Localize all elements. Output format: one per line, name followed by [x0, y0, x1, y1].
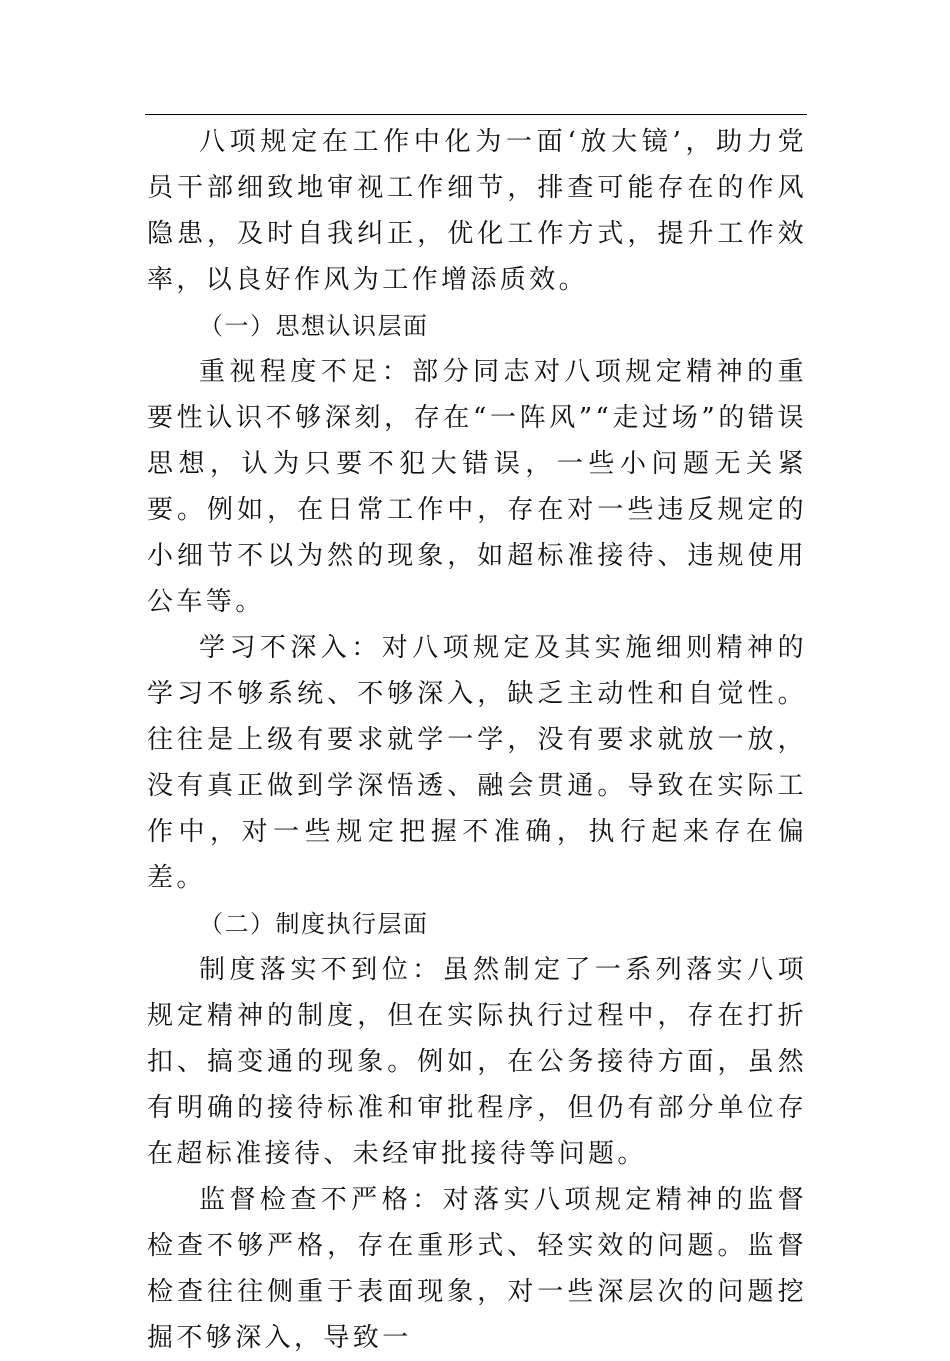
document-body: [147, 119, 807, 1361]
section-heading-thinking: （一）思想认识层面: [199, 312, 429, 340]
paragraph-supervision: 监督检查不严格：对落实八项规定精神的监督检查不够严格，存在重形式、轻实效的问题。监督检查往往侧重于表面现象，对一些深层次的问题挖掘不够深入，导致一: [147, 1185, 807, 1353]
paragraph-attention: 重视程度不足：部分同志对八项规定精神的重要性认识不够深刻，存在“一阵风”“走过场”的错误思想，认为只要不犯大错误，一些小问题无关紧要。例如，在日常工作中，存在对一些违反规定的小细节不以为然的现象，如超标准接待、违规使用公车等。: [147, 357, 807, 617]
section-heading-system: （二）制度执行层面: [199, 910, 429, 938]
paragraph-intro: 八项规定在工作中化为一面‘放大镜’，助力党员干部细致地审视工作细节，排查可能存在的作风隐患，及时自我纠正，优化工作方式，提升工作效率，以良好作风为工作增添质效。: [147, 127, 807, 295]
paragraph-study: 学习不深入：对八项规定及其实施细则精神的学习不够系统、不够深入，缺乏主动性和自觉性。往往是上级有要求就学一学，没有要求就放一放，没有真正做到学深悟透、融会贯通。导致在实际工作中，对一些规定把握不准确，执行起来存在偏差。: [147, 633, 807, 893]
header-rule: [145, 114, 807, 115]
paragraph-implementation: 制度落实不到位：虽然制定了一系列落实八项规定精神的制度，但在实际执行过程中，存在打折扣、搞变通的现象。例如，在公务接待方面，虽然有明确的接待标准和审批程序，但仍有部分单位存在超标准接待、未经审批接待等问题。: [147, 955, 807, 1169]
